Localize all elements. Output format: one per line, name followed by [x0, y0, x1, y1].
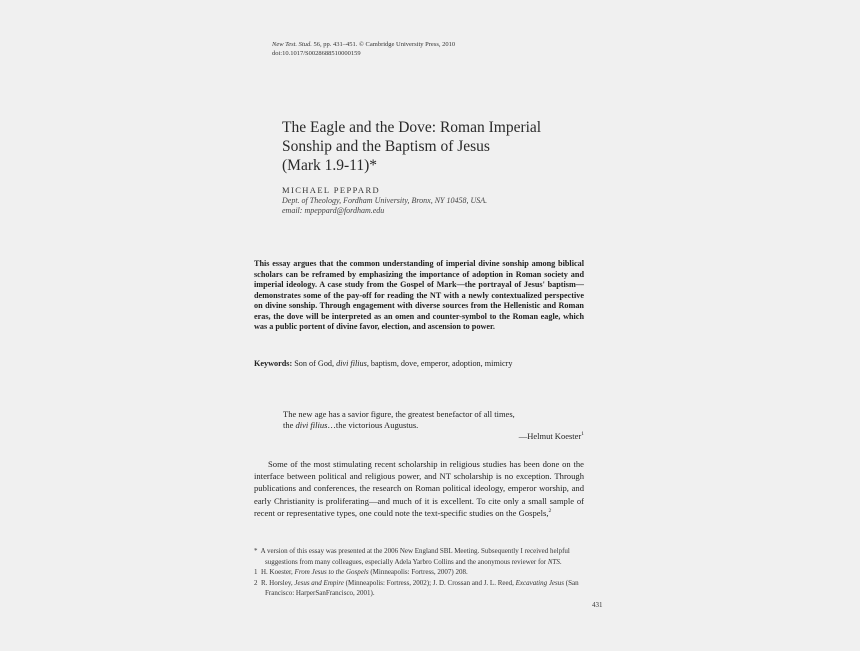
journal-header — [272, 40, 455, 58]
abstract: This essay argues that the common understanding of imperial divine sonship among biblical scholars can be reframed by emphasizing the importance of adoption in Roman society and imperial ideology. A case study from the Gospel of Mark—the portrayal of Jesus' baptism—demonstrates some of the pay-off for reading the NT with a newly contextualized perspective on divine sonship. Through engagement with diverse sources from the Hellenistic and Roman eras, the dove will be interpreted as an omen and counter-symbol to the Roman eagle, which was a public portent of divine favor, election, and ascension to power. — [254, 259, 584, 332]
article-title — [282, 118, 602, 175]
keywords-text-2: , baptism, dove, emperor, adoption, mimicry — [366, 359, 513, 368]
footnote-2 — [254, 578, 584, 599]
footnote-italic: From Jesus to the Gospels — [294, 568, 369, 577]
title-line-3: (Mark 1.9-11)* — [282, 157, 377, 174]
footnote-star — [254, 546, 584, 567]
doi-line: doi:10.1017/S0028688510000159 — [272, 50, 361, 57]
author-name: MICHAEL PEPPARD — [282, 185, 381, 195]
footnote-ref-1: 1 — [581, 431, 584, 438]
keywords-line — [254, 359, 584, 369]
page-number: 431 — [592, 601, 603, 609]
footnote-italic: NTS — [547, 557, 560, 566]
author-affiliation: Dept. of Theology, Fordham University, Bronx, NY 10458, USA. — [282, 195, 488, 205]
author-block — [282, 185, 487, 217]
footnote-mark: 1 — [254, 568, 258, 577]
title-line-1: The Eagle and the Dove: Roman Imperial — [282, 119, 542, 136]
footnote-text: A version of this essay was presented at the 2006 New England SBL Meeting. Subsequently I received helpful suggestions from many colleagues, especially Adela Yarbro Collins and the anonymous reviewer for — [260, 547, 570, 566]
citation-line — [272, 40, 455, 49]
footnote-mark: * — [254, 547, 258, 555]
keywords-label: Keywords: — [254, 359, 293, 368]
author-email: email: mpeppard@fordham.edu — [282, 206, 385, 215]
footnotes — [254, 546, 584, 599]
footnote-ref-2: 2 — [548, 507, 552, 514]
keywords-italic: divi filius — [336, 359, 367, 368]
epigraph-line-2-post: …the victorious Augustus. — [327, 420, 419, 430]
footnote-text-end: (San Francisco: HarperSanFrancisco, 2001). — [265, 578, 579, 598]
epigraph-line-2 — [283, 420, 583, 431]
epigraph-line-1: The new age has a savior figure, the greatest benefactor of all times, — [283, 409, 515, 419]
footnote-text-end: (Minneapolis: Fortress, 2007) 208. — [368, 568, 468, 577]
footnote-mark: 2 — [254, 578, 258, 587]
title-line-2: Sonship and the Baptism of Jesus — [282, 138, 490, 155]
citation-details: 56, pp. 431–451. © Cambridge University Press, 2010 — [311, 41, 456, 48]
footnote-text-end: . — [559, 557, 562, 566]
footnote-italic: Jesus and Empire — [294, 578, 344, 587]
epigraph-attribution — [519, 431, 584, 442]
epigraph-line-2-pre: the — [283, 420, 296, 430]
footnote-text: R. Horsley, — [261, 578, 295, 587]
footnote-text: H. Koester, — [261, 568, 295, 577]
body-paragraph — [254, 458, 584, 519]
attribution-text: —Helmut Koester — [518, 431, 582, 441]
body-text: Some of the most stimulating recent scholarship in religious studies has been done on the interface between political and religious power, and NT scholarship is no exception. Through publications and conferences, the research on Roman political ideology, emperor worship, and early Christianity is proliferating—and much of it is excellent. To cite only a small sample of recent or representative types, one could note the text-specific studies on the Gospels, — [254, 459, 584, 518]
journal-abbrev: New Test. Stud. — [272, 41, 312, 48]
footnote-italic-2: Excavating Jesus — [515, 578, 564, 587]
epigraph — [283, 409, 583, 431]
epigraph-italic: divi filius — [295, 420, 328, 430]
footnote-1 — [254, 567, 584, 578]
footnote-text-mid: (Minneapolis: Fortress, 2002); J. D. Crossan and J. L. Reed, — [343, 578, 516, 587]
keywords-text-1: Son of God, — [292, 359, 337, 368]
